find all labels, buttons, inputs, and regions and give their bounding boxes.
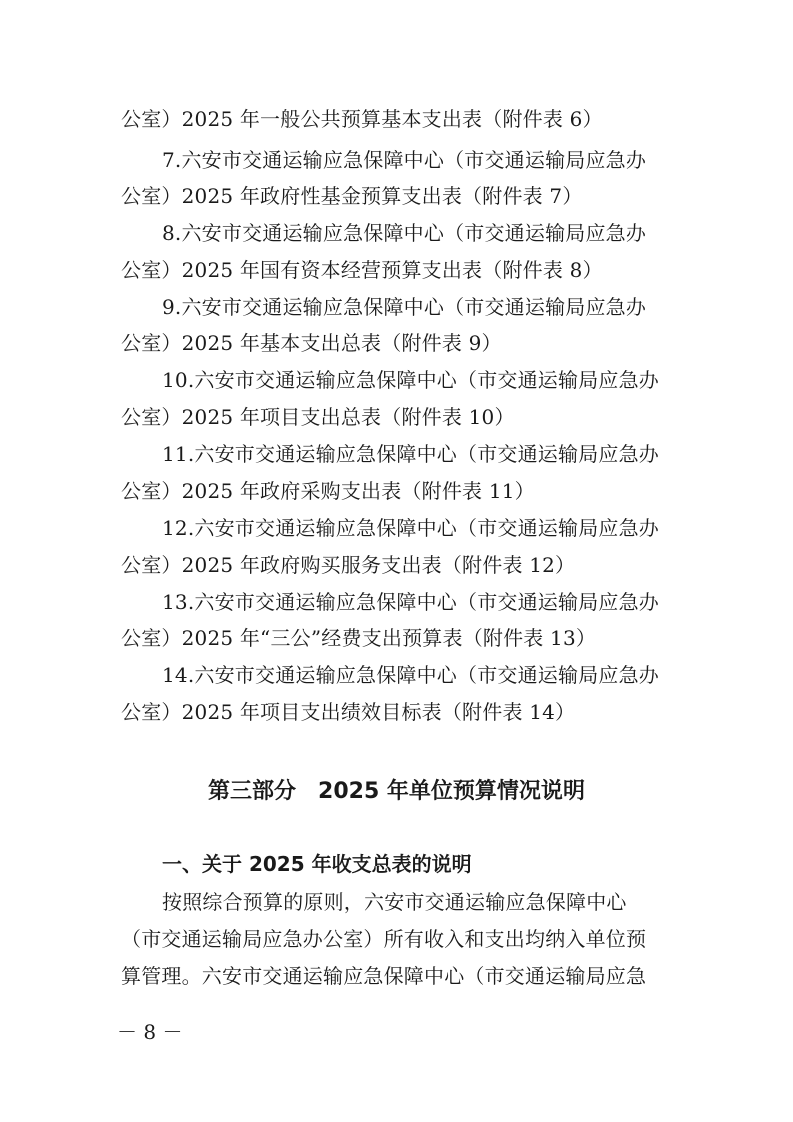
list-item: 11.六安市交通运输应急保障中心（市交通运输局应急办 xyxy=(162,442,660,466)
body-line: 按照综合预算的原则，六安市交通运输应急保障中心 xyxy=(162,890,627,914)
list-item: 7.六安市交通运输应急保障中心（市交通运输局应急办 xyxy=(162,148,647,172)
list-line: 公室）2025 年基本支出总表（附件表 9） xyxy=(121,331,502,355)
list-line: 公室）2025 年“三公”经费支出预算表（附件表 13） xyxy=(121,626,597,650)
subheading: 一、关于 2025 年收支总表的说明 xyxy=(162,852,472,876)
section-heading: 第三部分 2025 年单位预算情况说明 xyxy=(208,779,585,804)
body-line: （市交通运输局应急办公室）所有收入和支出均纳入单位预 xyxy=(121,927,647,951)
list-item: 14.六安市交通运输应急保障中心（市交通运输局应急办 xyxy=(162,663,660,687)
list-item: 8.六安市交通运输应急保障中心（市交通运输局应急办 xyxy=(162,221,647,245)
list-line: 公室）2025 年政府性基金预算支出表（附件表 7） xyxy=(121,184,583,208)
list-line: 公室）2025 年一般公共预算基本支出表（附件表 6） xyxy=(121,107,603,131)
list-item: 13.六安市交通运输应急保障中心（市交通运输局应急办 xyxy=(162,590,660,614)
list-item: 10.六安市交通运输应急保障中心（市交通运输局应急办 xyxy=(162,368,660,392)
list-line: 公室）2025 年政府采购支出表（附件表 11） xyxy=(121,479,535,503)
body-line: 算管理。六安市交通运输应急保障中心（市交通运输局应急 xyxy=(121,964,647,988)
page-number: － 8 － xyxy=(117,1020,183,1044)
list-line: 公室）2025 年项目支出总表（附件表 10） xyxy=(121,405,515,429)
list-line: 公室）2025 年国有资本经营预算支出表（附件表 8） xyxy=(121,258,603,282)
list-line: 公室）2025 年政府购买服务支出表（附件表 12） xyxy=(121,553,576,577)
list-item: 9.六安市交通运输应急保障中心（市交通运输局应急办 xyxy=(162,295,647,319)
list-item: 12.六安市交通运输应急保障中心（市交通运输局应急办 xyxy=(162,516,660,540)
list-line: 公室）2025 年项目支出绩效目标表（附件表 14） xyxy=(121,700,576,724)
